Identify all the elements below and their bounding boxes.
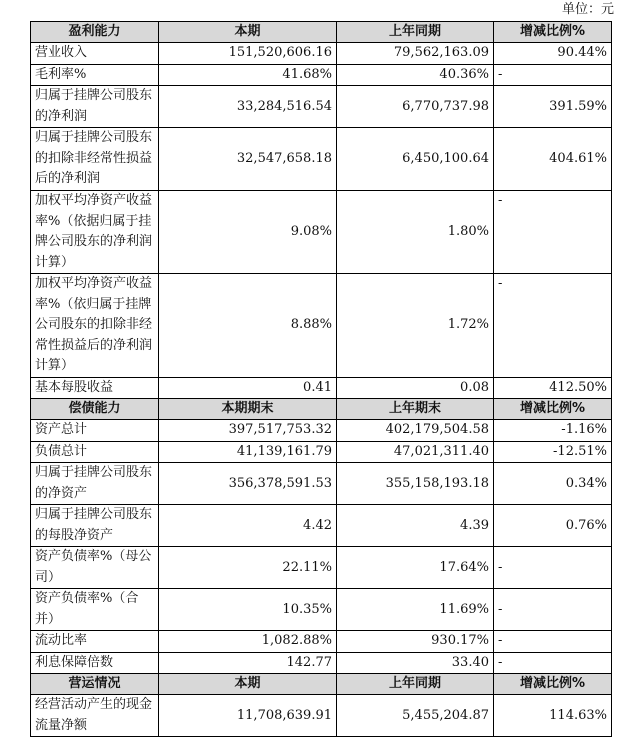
current-value: 356,378,591.53	[159, 463, 337, 505]
change-value: -	[494, 191, 612, 274]
row-label: 归属于挂牌公司股东的扣除非经常性损益后的净利润	[31, 128, 159, 191]
current-value: 33,284,516.54	[159, 86, 337, 128]
change-value: -	[494, 274, 612, 378]
current-value: 11,708,639.91	[159, 695, 337, 737]
change-value: -	[494, 652, 612, 674]
table-row	[31, 191, 612, 274]
current-value: 4.42	[159, 505, 337, 547]
prior-value: 6,450,100.64	[337, 128, 494, 191]
row-label: 归属于挂牌公司股东的净资产	[31, 463, 159, 505]
header-cell: 本期	[159, 22, 337, 43]
header-cell: 营运情况	[31, 674, 159, 695]
header-cell: 本期	[159, 674, 337, 695]
current-value: 22.11%	[159, 547, 337, 589]
prior-value: 33.40	[337, 652, 494, 674]
row-label: 归属于挂牌公司股东的净利润	[31, 86, 159, 128]
prior-value: 5,455,204.87	[337, 695, 494, 737]
header-cell: 盈利能力	[31, 22, 159, 43]
current-value: 142.77	[159, 652, 337, 674]
section-header-operations	[31, 674, 612, 695]
prior-value: 1.80%	[337, 191, 494, 274]
change-value: -	[494, 64, 612, 86]
row-label: 毛利率%	[31, 64, 159, 86]
section-header-profitability	[31, 22, 612, 43]
row-label: 归属于挂牌公司股东的每股净资产	[31, 505, 159, 547]
header-cell: 上年同期	[337, 22, 494, 43]
current-value: 41.68%	[159, 64, 337, 86]
current-value: 8.88%	[159, 274, 337, 378]
table-row	[31, 43, 612, 65]
row-label: 资产负债率%（合并）	[31, 589, 159, 631]
current-value: 41,139,161.79	[159, 441, 337, 463]
current-value: 0.41	[159, 377, 337, 399]
row-label: 加权平均净资产收益率%（依归属于挂牌公司股东的扣除非经常性损益后的净利润计算）	[31, 274, 159, 378]
section-header-solvency	[31, 399, 612, 420]
current-value: 1,082.88%	[159, 631, 337, 653]
header-cell: 偿债能力	[31, 399, 159, 420]
prior-value: 1.72%	[337, 274, 494, 378]
row-label: 流动比率	[31, 631, 159, 653]
change-value: 391.59%	[494, 86, 612, 128]
change-value: 412.50%	[494, 377, 612, 399]
table-row	[31, 64, 612, 86]
prior-value: 79,562,163.09	[337, 43, 494, 65]
prior-value: 355,158,193.18	[337, 463, 494, 505]
change-value: 0.34%	[494, 463, 612, 505]
prior-value: 11.69%	[337, 589, 494, 631]
table-row	[31, 589, 612, 631]
current-value: 397,517,753.32	[159, 420, 337, 442]
row-label: 资产总计	[31, 420, 159, 442]
header-cell: 上年期末	[337, 399, 494, 420]
table-row	[31, 128, 612, 191]
table-row	[31, 631, 612, 653]
header-cell: 上年同期	[337, 674, 494, 695]
financial-indicators-table	[30, 21, 612, 737]
change-value: -	[494, 547, 612, 589]
header-cell: 增减比例%	[494, 22, 612, 43]
row-label: 加权平均净资产收益率%（依据归属于挂牌公司股东的净利润计算）	[31, 191, 159, 274]
header-cell: 增减比例%	[494, 399, 612, 420]
table-row	[31, 547, 612, 589]
current-value: 10.35%	[159, 589, 337, 631]
change-value: -1.16%	[494, 420, 612, 442]
row-label: 资产负债率%（母公司）	[31, 547, 159, 589]
change-value: -	[494, 631, 612, 653]
prior-value: 17.64%	[337, 547, 494, 589]
table-row	[31, 377, 612, 399]
prior-value: 930.17%	[337, 631, 494, 653]
prior-value: 47,021,311.40	[337, 441, 494, 463]
table-row	[31, 463, 612, 505]
header-cell: 本期期末	[159, 399, 337, 420]
row-label: 营业收入	[31, 43, 159, 65]
row-label: 负债总计	[31, 441, 159, 463]
change-value: -12.51%	[494, 441, 612, 463]
current-value: 32,547,658.18	[159, 128, 337, 191]
unit-label: 单位：元	[561, 2, 614, 17]
header-cell: 增减比例%	[494, 674, 612, 695]
current-value: 9.08%	[159, 191, 337, 274]
table-row	[31, 441, 612, 463]
table-row	[31, 695, 612, 737]
table-row	[31, 86, 612, 128]
change-value: 0.76%	[494, 505, 612, 547]
row-label: 利息保障倍数	[31, 652, 159, 674]
change-value: 114.63%	[494, 695, 612, 737]
row-label: 经营活动产生的现金流量净额	[31, 695, 159, 737]
prior-value: 0.08	[337, 377, 494, 399]
change-value: 404.61%	[494, 128, 612, 191]
current-value: 151,520,606.16	[159, 43, 337, 65]
prior-value: 4.39	[337, 505, 494, 547]
row-label: 基本每股收益	[31, 377, 159, 399]
prior-value: 6,770,737.98	[337, 86, 494, 128]
change-value: -	[494, 589, 612, 631]
table-row	[31, 652, 612, 674]
table-row	[31, 274, 612, 378]
table-row	[31, 420, 612, 442]
change-value: 90.44%	[494, 43, 612, 65]
prior-value: 402,179,504.58	[337, 420, 494, 442]
prior-value: 40.36%	[337, 64, 494, 86]
table-row	[31, 505, 612, 547]
